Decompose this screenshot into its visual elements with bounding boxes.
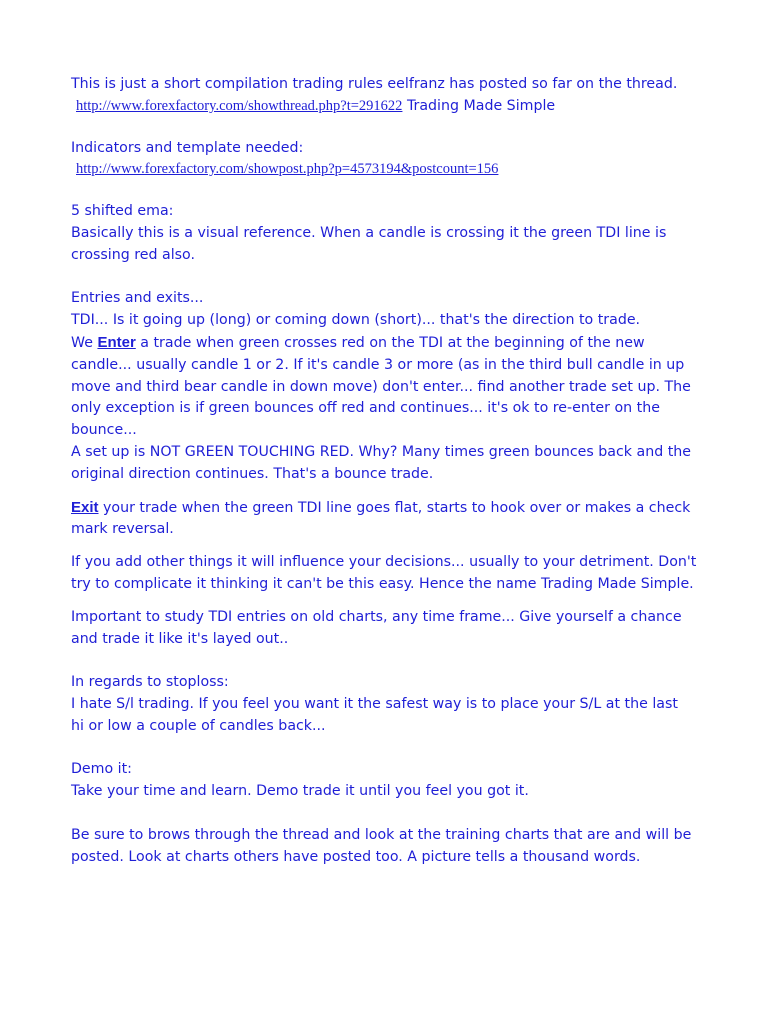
intro-text: This is just a short compilation trading rules eelfranz has posted so far on the thread. [71,76,678,92]
entries-line-5: only exception is if green bounces off red and continues... it's ok to re-enter on the [71,400,660,417]
entries-enter-rest: a trade when green crosses red on the TDI at the beginning of the new [135,334,645,351]
entries-we: We [71,334,98,351]
thread-link-line [71,96,711,116]
exit-line-1 [71,497,711,520]
ema-line-2: crossing red also. [71,246,195,263]
stoploss-heading: In regards to stoploss: [71,674,229,691]
post-link-line [71,159,711,179]
entries-line-7: A set up is NOT GREEN TOUCHING RED. Why? Many times green bounces back and the [71,443,692,460]
exit-keyword: Exit [71,498,99,516]
ema-line-1: Basically this is a visual reference. When a candle is crossing it the green TDI line is [71,224,667,241]
closing-line-1: Be sure to brows through the thread and look at the training charts that are and will be [71,826,692,843]
entries-enter-line [71,332,711,355]
ema-heading: 5 shifted ema: [71,203,174,220]
entries-line-8: original direction continues. That's a bounce trade. [71,465,434,482]
entries-line-6: bounce... [71,422,137,439]
stoploss-line-2: hi or low a couple of candles back... [71,717,326,734]
stoploss-line-1: I hate S/l trading. If you feel you want it the safest way is to place your S/L at the last [71,695,678,712]
thread-link-suffix: Trading Made Simple [402,97,556,114]
thread-link[interactable]: http://www.forexfactory.com/showthread.php?t=291622 [76,97,403,114]
study-line-1: Important to study TDI entries on old charts, any time frame... Give yourself a chance [71,608,682,625]
entries-line-4: move and third bear candle in down move) don't enter... find another trade set up. The [71,378,691,395]
document-body [71,74,711,868]
indicators-heading: Indicators and template needed: [71,139,304,156]
entries-line-3: candle... usually candle 1 or 2. If it's candle 3 or more (as in the third bull candle in up [71,356,685,373]
entries-line-1: TDI... Is it going up (long) or coming down (short)... that's the direction to trade. [71,312,641,329]
exit-rest: your trade when the green TDI line goes flat, starts to hook over or makes a check [98,499,691,516]
closing-line-2: posted. Look at charts others have posted too. A picture tells a thousand words. [71,848,641,865]
exit-line-2: mark reversal. [71,521,174,538]
influence-line-2: try to complicate it thinking it can't be this easy. Hence the name Trading Made Simple. [71,575,694,592]
influence-line-1: If you add other things it will influence your decisions... usually to your detriment. Don't [71,554,697,571]
post-link[interactable]: http://www.forexfactory.com/showpost.php?p=4573194&postcount=156 [76,161,499,178]
demo-heading: Demo it: [71,761,132,778]
demo-line: Take your time and learn. Demo trade it until you feel you got it. [71,783,529,800]
study-line-2: and trade it like it's layed out.. [71,630,289,647]
entries-heading: Entries and exits... [71,290,204,307]
enter-keyword: Enter [97,333,136,351]
